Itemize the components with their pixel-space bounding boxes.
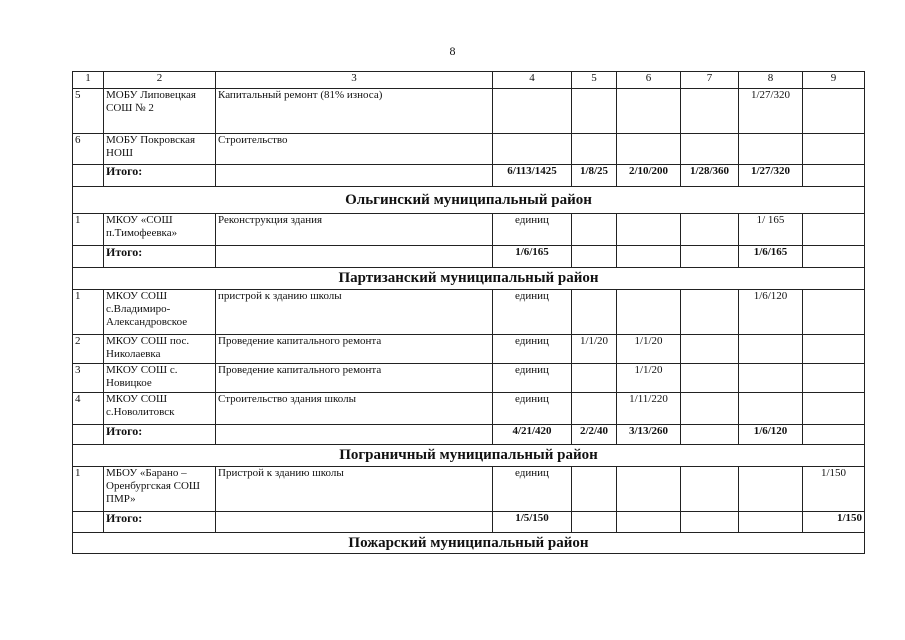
cell-c7 bbox=[681, 364, 739, 393]
header-cell: 4 bbox=[493, 72, 572, 89]
cell-c8 bbox=[739, 134, 803, 165]
cell-work: Проведение капитального ремонта bbox=[216, 335, 493, 364]
cell-work bbox=[216, 425, 493, 445]
total-c7 bbox=[681, 425, 739, 445]
total-row bbox=[73, 512, 865, 533]
cell-name: МКОУ СОШ с. Новицкое bbox=[104, 364, 216, 393]
cell-c8 bbox=[739, 364, 803, 393]
cell-c4: единиц bbox=[493, 393, 572, 425]
cell-c5 bbox=[572, 364, 617, 393]
district-heading-row bbox=[73, 533, 865, 554]
cell-c9 bbox=[803, 393, 865, 425]
table-row bbox=[73, 290, 865, 335]
cell-c5 bbox=[572, 89, 617, 134]
district-heading: Пожарский муниципальный район bbox=[73, 533, 865, 554]
cell-c5 bbox=[572, 214, 617, 246]
total-c5 bbox=[572, 512, 617, 533]
cell-name: МКОУ СОШ пос. Николаевка bbox=[104, 335, 216, 364]
cell-c4: единиц bbox=[493, 290, 572, 335]
total-c7: 1/28/360 bbox=[681, 165, 739, 187]
cell-c8: 1/ 165 bbox=[739, 214, 803, 246]
cell-c9 bbox=[803, 214, 865, 246]
cell-work: Капитальный ремонт (81% износа) bbox=[216, 89, 493, 134]
cell-c4: единиц bbox=[493, 467, 572, 512]
cell-c9 bbox=[803, 364, 865, 393]
cell-c7 bbox=[681, 214, 739, 246]
total-label: Итого: bbox=[104, 246, 216, 268]
total-c9 bbox=[803, 425, 865, 445]
total-c6 bbox=[617, 246, 681, 268]
total-c8 bbox=[739, 512, 803, 533]
cell-n bbox=[73, 425, 104, 445]
cell-c6 bbox=[617, 467, 681, 512]
cell-c4 bbox=[493, 89, 572, 134]
cell-work bbox=[216, 246, 493, 268]
cell-c6: 1/1/20 bbox=[617, 364, 681, 393]
cell-c9 bbox=[803, 89, 865, 134]
cell-work: Проведение капитального ремонта bbox=[216, 364, 493, 393]
cell-c5 bbox=[572, 290, 617, 335]
cell-c8 bbox=[739, 335, 803, 364]
cell-c6: 1/11/220 bbox=[617, 393, 681, 425]
cell-work: Строительство bbox=[216, 134, 493, 165]
header-cell: 8 bbox=[739, 72, 803, 89]
header-cell: 5 bbox=[572, 72, 617, 89]
cell-c6 bbox=[617, 214, 681, 246]
total-c6: 2/10/200 bbox=[617, 165, 681, 187]
total-c6: 3/13/260 bbox=[617, 425, 681, 445]
total-c8: 1/6/120 bbox=[739, 425, 803, 445]
cell-c4: единиц bbox=[493, 335, 572, 364]
cell-c5 bbox=[572, 393, 617, 425]
cell-n: 2 bbox=[73, 335, 104, 364]
total-c8: 1/6/165 bbox=[739, 246, 803, 268]
cell-c4: единиц bbox=[493, 364, 572, 393]
cell-name: МОБУ Покровская НОШ bbox=[104, 134, 216, 165]
cell-c9 bbox=[803, 290, 865, 335]
cell-c7 bbox=[681, 134, 739, 165]
total-c4: 6/113/1425 bbox=[493, 165, 572, 187]
total-label: Итого: bbox=[104, 165, 216, 187]
total-c7 bbox=[681, 246, 739, 268]
cell-c8 bbox=[739, 467, 803, 512]
cell-name: МКОУ СОШ с.Новолитовск bbox=[104, 393, 216, 425]
cell-c6 bbox=[617, 134, 681, 165]
cell-name: МКОУ СОШ с.Владимиро-Александровское bbox=[104, 290, 216, 335]
cell-n bbox=[73, 165, 104, 187]
total-c9 bbox=[803, 165, 865, 187]
cell-c8 bbox=[739, 393, 803, 425]
cell-work: Строительство здания школы bbox=[216, 393, 493, 425]
district-heading: Партизанский муниципальный район bbox=[73, 268, 865, 290]
cell-n bbox=[73, 512, 104, 533]
cell-c5 bbox=[572, 467, 617, 512]
cell-n: 1 bbox=[73, 214, 104, 246]
total-c5 bbox=[572, 246, 617, 268]
total-row bbox=[73, 246, 865, 268]
table-row bbox=[73, 134, 865, 165]
table-row bbox=[73, 89, 865, 134]
cell-c9: 1/150 bbox=[803, 467, 865, 512]
total-c7 bbox=[681, 512, 739, 533]
district-heading: Пограничный муниципальный район bbox=[73, 445, 865, 467]
cell-c6 bbox=[617, 290, 681, 335]
cell-name: МБОУ «Барано – Оренбургская СОШ ПМР» bbox=[104, 467, 216, 512]
header-cell: 6 bbox=[617, 72, 681, 89]
cell-c7 bbox=[681, 290, 739, 335]
total-c4: 4/21/420 bbox=[493, 425, 572, 445]
district-heading-row bbox=[73, 187, 865, 214]
cell-name: МОБУ Липовецкая СОШ № 2 bbox=[104, 89, 216, 134]
cell-c7 bbox=[681, 393, 739, 425]
header-cell: 3 bbox=[216, 72, 493, 89]
total-row bbox=[73, 425, 865, 445]
total-c9: 1/150 bbox=[803, 512, 865, 533]
cell-c8: 1/6/120 bbox=[739, 290, 803, 335]
cell-name: МКОУ «СОШ п.Тимофеевка» bbox=[104, 214, 216, 246]
cell-n: 4 bbox=[73, 393, 104, 425]
data-table bbox=[72, 71, 865, 554]
table-body bbox=[73, 72, 865, 554]
cell-c6: 1/1/20 bbox=[617, 335, 681, 364]
total-label: Итого: bbox=[104, 512, 216, 533]
cell-n bbox=[73, 246, 104, 268]
district-heading: Ольгинский муниципальный район bbox=[73, 187, 865, 214]
cell-work bbox=[216, 512, 493, 533]
cell-c5 bbox=[572, 134, 617, 165]
header-cell: 9 bbox=[803, 72, 865, 89]
header-cell: 2 bbox=[104, 72, 216, 89]
total-c8: 1/27/320 bbox=[739, 165, 803, 187]
cell-c8: 1/27/320 bbox=[739, 89, 803, 134]
cell-c9 bbox=[803, 335, 865, 364]
header-cell: 7 bbox=[681, 72, 739, 89]
cell-c6 bbox=[617, 89, 681, 134]
table-row bbox=[73, 467, 865, 512]
table-row bbox=[73, 364, 865, 393]
cell-n: 3 bbox=[73, 364, 104, 393]
total-c9 bbox=[803, 246, 865, 268]
cell-work: Пристрой к зданию школы bbox=[216, 467, 493, 512]
table-row bbox=[73, 214, 865, 246]
total-row bbox=[73, 165, 865, 187]
table-row bbox=[73, 335, 865, 364]
total-c5: 2/2/40 bbox=[572, 425, 617, 445]
cell-n: 5 bbox=[73, 89, 104, 134]
cell-n: 1 bbox=[73, 467, 104, 512]
cell-work: пристрой к зданию школы bbox=[216, 290, 493, 335]
cell-work: Реконструкция здания bbox=[216, 214, 493, 246]
district-heading-row bbox=[73, 445, 865, 467]
cell-c9 bbox=[803, 134, 865, 165]
total-c4: 1/6/165 bbox=[493, 246, 572, 268]
header-row bbox=[73, 72, 865, 89]
cell-n: 1 bbox=[73, 290, 104, 335]
cell-work bbox=[216, 165, 493, 187]
total-label: Итого: bbox=[104, 425, 216, 445]
cell-c5: 1/1/20 bbox=[572, 335, 617, 364]
table-row bbox=[73, 393, 865, 425]
total-c5: 1/8/25 bbox=[572, 165, 617, 187]
page-number: 8 bbox=[449, 44, 456, 58]
cell-c7 bbox=[681, 335, 739, 364]
total-c6 bbox=[617, 512, 681, 533]
cell-c7 bbox=[681, 89, 739, 134]
total-c4: 1/5/150 bbox=[493, 512, 572, 533]
cell-c4 bbox=[493, 134, 572, 165]
cell-c4: единиц bbox=[493, 214, 572, 246]
header-cell: 1 bbox=[73, 72, 104, 89]
cell-c7 bbox=[681, 467, 739, 512]
cell-n: 6 bbox=[73, 134, 104, 165]
district-heading-row bbox=[73, 268, 865, 290]
